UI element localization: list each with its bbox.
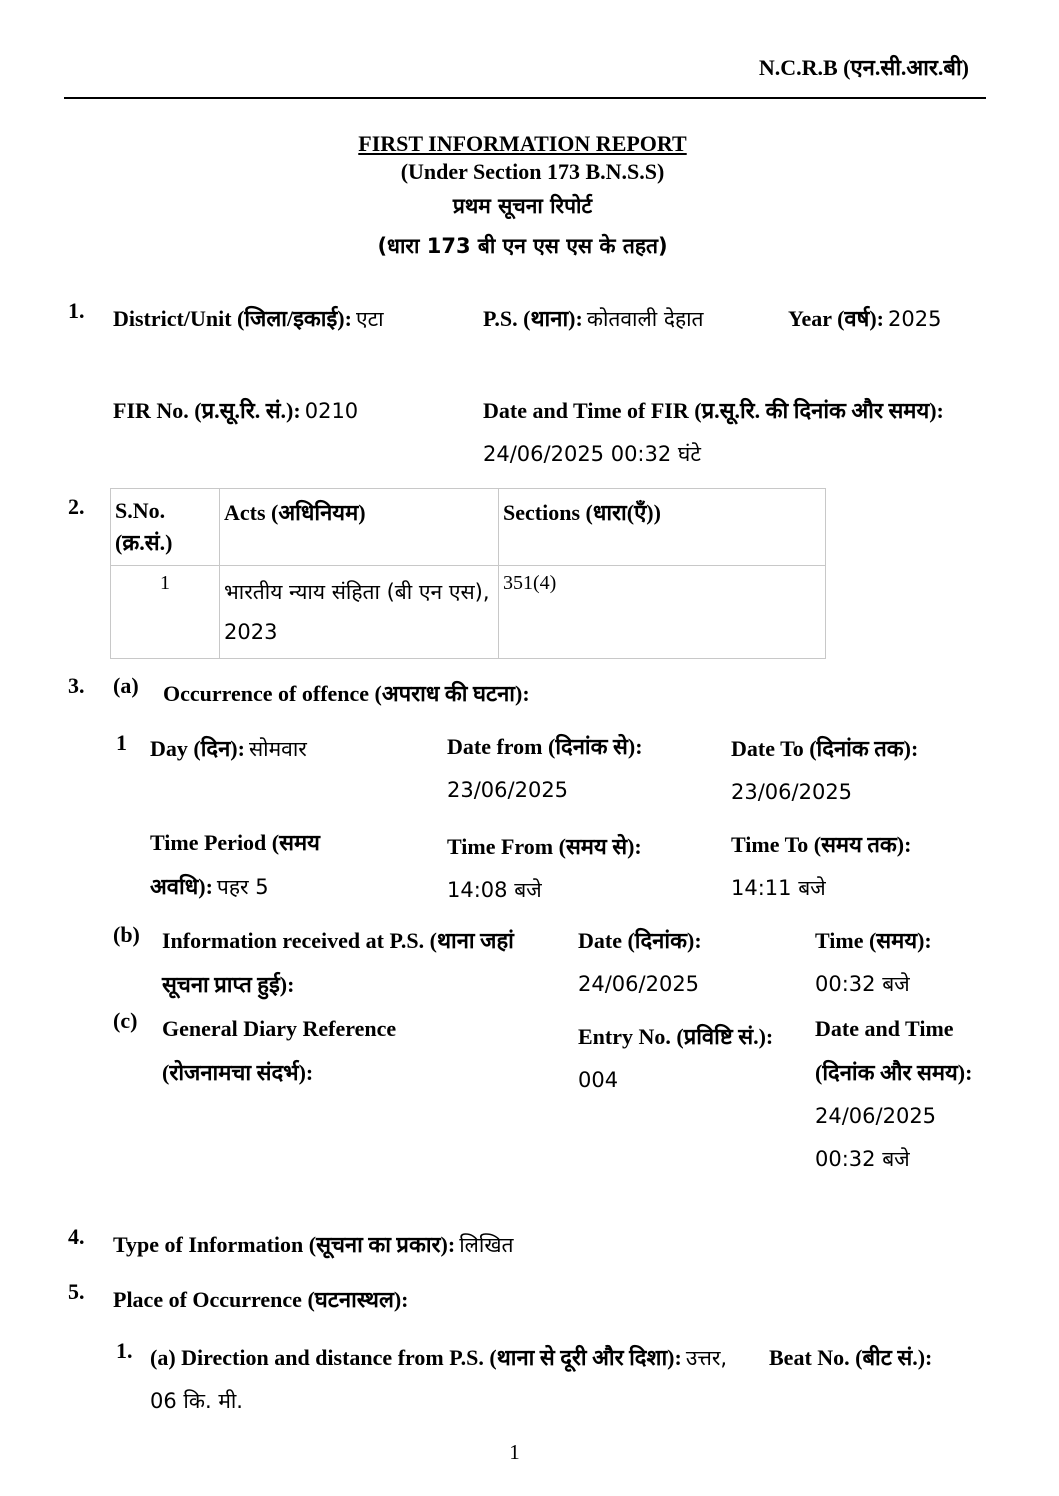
day-field <box>150 728 430 772</box>
gd-datetime-label: Date and Time (दिनांक और समय): <box>815 1016 973 1085</box>
day-value: सोमवार <box>248 737 307 761</box>
fir-number-value: 0210 <box>304 399 359 423</box>
beat-label: Beat No. (बीट सं.): <box>769 1345 933 1370</box>
fir-datetime-label: Date and Time of FIR (प्र.सू.रि. की दिनांक और समय): <box>483 398 944 423</box>
info-date-label: Date (दिनांक): <box>578 928 702 953</box>
fir-number-field <box>113 390 473 434</box>
ps-label: P.S. (थाना): <box>483 306 583 331</box>
info-date-value: 24/06/2025 <box>578 972 700 996</box>
section-3c-mark: (c) <box>113 1008 138 1033</box>
direction-label: (a) Direction and distance from P.S. (थाना से दूरी और दिशा): <box>150 1345 682 1370</box>
section-2-number: 2. <box>68 494 85 519</box>
report-title <box>0 130 1045 266</box>
info-type-field <box>113 1224 813 1268</box>
time-from-value: 14:08 बजे <box>447 878 542 902</box>
year-field <box>788 298 1008 342</box>
row-sno: 1 <box>111 566 220 659</box>
info-time-label: Time (समय): <box>815 928 932 953</box>
date-to-field <box>731 728 961 815</box>
info-received-label: Information received at P.S. (थाना जहां सूचना प्राप्त हुई): <box>162 928 514 997</box>
time-to-field <box>731 824 921 911</box>
fir-number-label: FIR No. (प्र.सू.रि. सं.): <box>113 398 301 423</box>
acts-table-header <box>111 489 826 566</box>
date-to-label: Date To (दिनांक तक): <box>731 736 919 761</box>
occurrence-title: Occurrence of offence (अपराध की घटना): <box>163 681 530 706</box>
time-from-label: Time From (समय से): <box>447 834 642 859</box>
time-period-label: Time Period (समय अवधि): <box>150 830 320 899</box>
gd-datetime-field <box>815 1008 1005 1182</box>
district-field <box>113 298 473 342</box>
title-en-sub: (Under Section 173 B.N.S.S) <box>400 159 665 184</box>
place-item-number: 1. <box>116 1338 133 1363</box>
gd-datetime-time: 00:32 बजे <box>815 1147 910 1171</box>
page-number: 1 <box>509 1440 520 1464</box>
ncrb-label: N.C.R.B (एन.सी.आर.बी) <box>758 55 969 80</box>
date-from-value: 23/06/2025 <box>447 778 569 802</box>
title-hi: प्रथम सूचना रिपोर्ट <box>452 194 593 218</box>
gd-entry-value: 004 <box>578 1068 619 1092</box>
title-hi-sub: (धारा 173 बी एन एस एस के तहत) <box>377 234 668 258</box>
title-en: FIRST INFORMATION REPORT <box>358 131 687 156</box>
section-4-number: 4. <box>68 1224 85 1249</box>
gd-reference-label: General Diary Reference (रोजनामचा संदर्भ): <box>162 1016 397 1085</box>
time-from-field <box>447 826 707 913</box>
section-1-number: 1. <box>68 298 85 323</box>
beat-field <box>769 1337 959 1381</box>
date-from-label: Date from (दिनांक से): <box>447 734 643 759</box>
section-3b-mark: (b) <box>113 922 140 947</box>
direction-field <box>150 1337 750 1424</box>
time-to-value: 14:11 बजे <box>731 876 826 900</box>
time-to-label: Time To (समय तक): <box>731 832 912 857</box>
row-act: भारतीय न्याय संहिता (बी एन एस), 2023 <box>220 566 499 659</box>
gd-reference-field <box>162 1008 462 1096</box>
time-period-field <box>150 822 380 910</box>
sno-header: S.No. (क्र.सं.) <box>111 489 220 566</box>
gd-entry-label: Entry No. (प्रविष्टि सं.): <box>578 1024 774 1049</box>
year-label: Year (वर्ष): <box>788 306 885 331</box>
date-from-field <box>447 726 707 813</box>
section-3-number: 3. <box>68 673 85 698</box>
info-time-field <box>815 920 1015 1007</box>
info-time-value: 00:32 बजे <box>815 972 910 996</box>
sections-header: Sections (धारा(एँ)) <box>499 489 826 566</box>
direction-value: उत्तर, 06 कि. मी. <box>150 1346 728 1413</box>
ncrb-header <box>759 52 969 82</box>
info-received-field <box>162 920 552 1008</box>
info-date-field <box>578 920 778 1007</box>
fir-datetime-value: 24/06/2025 00:32 घंटे <box>483 442 701 466</box>
place-of-occurrence-title: Place of Occurrence (घटनास्थल): <box>113 1287 409 1312</box>
section-5-number: 5. <box>68 1279 85 1304</box>
gd-entry-field <box>578 1016 788 1103</box>
table-row <box>111 566 826 659</box>
date-to-value: 23/06/2025 <box>731 780 853 804</box>
section-3a-mark: (a) <box>113 673 139 698</box>
day-label: Day (दिन): <box>150 736 245 761</box>
occurrence-item-number: 1 <box>116 730 127 755</box>
gd-datetime-date: 24/06/2025 <box>815 1104 937 1128</box>
row-section: 351(4) <box>499 566 826 659</box>
ps-field <box>483 298 743 342</box>
district-label: District/Unit (जिला/इकाई): <box>113 306 352 331</box>
ps-value: कोतवाली देहात <box>586 307 704 331</box>
time-period-value: पहर 5 <box>216 875 269 899</box>
fir-datetime-field <box>483 390 953 477</box>
info-type-value: लिखित <box>459 1233 514 1257</box>
header-rule <box>64 97 986 99</box>
acts-header: Acts (अधिनियम) <box>220 489 499 566</box>
info-type-label: Type of Information (सूचना का प्रकार): <box>113 1232 456 1257</box>
district-value: एटा <box>355 307 384 331</box>
acts-table <box>110 488 826 659</box>
year-value: 2025 <box>888 307 942 331</box>
